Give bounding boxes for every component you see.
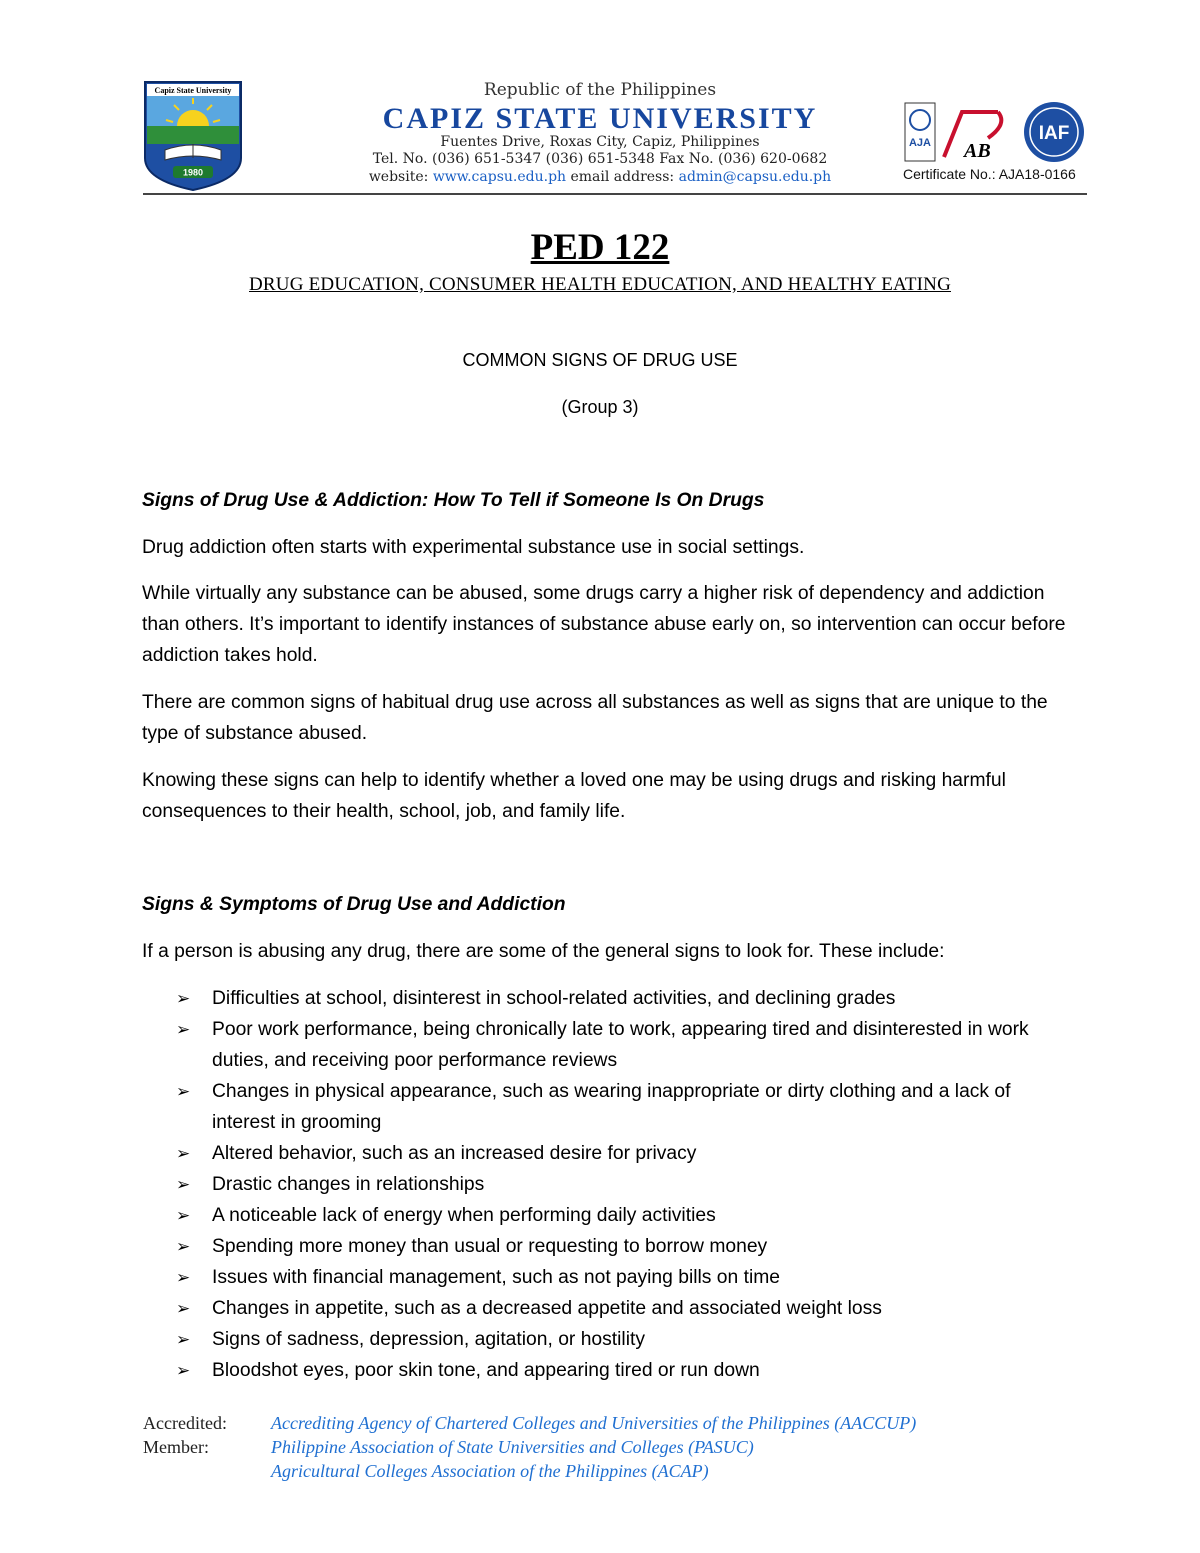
arrow-bullet-icon: ➢	[176, 1082, 191, 1101]
member-value: Philippine Association of State Universities and Colleges (PASUC)	[271, 1437, 754, 1457]
list-item	[176, 1355, 1056, 1386]
arrow-bullet-icon: ➢	[176, 1299, 191, 1318]
list-item	[176, 1138, 1056, 1169]
arrow-bullet-icon: ➢	[176, 1175, 191, 1194]
university-name: CAPIZ STATE UNIVERSITY	[382, 102, 818, 135]
paragraph: There are common signs of habitual drug use across all substances as well as signs that are unique to the type of substance abused.	[142, 692, 1048, 744]
email-link[interactable]: admin@capsu.edu.ph	[678, 169, 832, 185]
signs-bullet-list	[176, 983, 1056, 1386]
list-item	[176, 1293, 1056, 1324]
list-item	[176, 1200, 1056, 1231]
certification-logos	[904, 102, 1088, 164]
header-divider	[143, 193, 1087, 195]
aja-text: AJA	[908, 137, 932, 149]
arrow-bullet-icon: ➢	[176, 1144, 191, 1163]
section-heading-signs-and-symptoms: Signs & Symptoms of Drug Use and Addiction	[142, 894, 566, 915]
website-label: website:	[368, 169, 433, 185]
logo-text-top: Capiz State University	[154, 86, 232, 95]
list-item-text: Difficulties at school, disinterest in school-related activities, and declining grades	[212, 988, 896, 1009]
arrow-bullet-icon: ➢	[176, 1020, 191, 1039]
bullets-intro: If a person is abusing any drug, there are some of the general signs to look for. These include:	[142, 941, 945, 962]
arrow-bullet-icon: ➢	[176, 1268, 191, 1287]
accredited-label: Accredited:	[143, 1413, 227, 1433]
website-link[interactable]: www.capsu.edu.ph	[432, 169, 567, 185]
list-item-text: Drastic changes in relationships	[212, 1174, 485, 1195]
member-label: Member:	[143, 1437, 209, 1457]
section-heading-signs-of-drug-use: Signs of Drug Use & Addiction: How To Tell if Someone Is On Drugs	[142, 490, 765, 511]
list-item	[176, 1324, 1056, 1355]
university-address: Fuentes Drive, Roxas City, Capiz, Philippines	[440, 134, 760, 150]
list-item	[176, 1231, 1056, 1262]
list-item	[176, 1262, 1056, 1293]
iaf-text: IAF	[1038, 123, 1070, 144]
paragraph: Knowing these signs can help to identify whether a loved one may be using drugs and risking harmful consequences to their health, school, job, and family life.	[142, 770, 1006, 822]
university-phone: Tel. No. (036) 651-5347 (036) 651-5348 Fax No. (036) 620-0682	[372, 151, 828, 167]
list-item-text: Signs of sadness, depression, agitation, or hostility	[212, 1329, 645, 1350]
course-code: PED 122	[530, 227, 670, 268]
list-item	[176, 1076, 1056, 1138]
arrow-bullet-icon: ➢	[176, 1206, 191, 1225]
list-item-text: Spending more money than usual or requesting to borrow money	[212, 1236, 768, 1257]
aja-logo	[905, 103, 935, 161]
list-item	[176, 1169, 1056, 1200]
email-label: email address:	[566, 169, 679, 185]
topic-title: COMMON SIGNS OF DRUG USE	[462, 350, 738, 370]
list-item-text: A noticeable lack of energy when performing daily activities	[212, 1205, 716, 1226]
list-item-text: Changes in physical appearance, such as wearing inappropriate or dirty clothing and a lack of interest in grooming	[212, 1081, 1011, 1133]
arrow-bullet-icon: ➢	[176, 1237, 191, 1256]
list-item	[176, 1014, 1056, 1076]
accredited-value: Accrediting Agency of Chartered Colleges and Universities of the Philippines (AACCUP)	[271, 1413, 917, 1433]
website-email-line	[300, 169, 900, 185]
list-item-text: Bloodshot eyes, poor skin tone, and appearing tired or run down	[212, 1360, 760, 1381]
certificate-number: Certificate No.: AJA18-0166	[903, 166, 1076, 182]
list-item-text: Altered behavior, such as an increased desire for privacy	[212, 1143, 697, 1164]
arrow-bullet-icon: ➢	[176, 989, 191, 1008]
group-label: (Group 3)	[561, 397, 639, 417]
arrow-bullet-icon: ➢	[176, 1330, 191, 1349]
course-title: DRUG EDUCATION, CONSUMER HEALTH EDUCATION, AND HEALTHY EATING	[249, 274, 951, 295]
list-item-text: Changes in appetite, such as a decreased appetite and associated weight loss	[212, 1298, 882, 1319]
list-item-text: Poor work performance, being chronically late to work, appearing tired and disinterested in work duties, and receiving poor performance reviews	[212, 1019, 1029, 1071]
jab-text: AB	[964, 140, 991, 162]
paragraph: Drug addiction often starts with experimental substance use in social settings.	[142, 537, 805, 558]
list-item-text: Issues with financial management, such as not paying bills on time	[212, 1267, 781, 1288]
jab-logo	[944, 112, 1001, 162]
republic-line: Republic of the Philippines	[483, 80, 717, 100]
iaf-logo	[1024, 102, 1084, 162]
arrow-bullet-icon: ➢	[176, 1361, 191, 1380]
university-logo	[143, 80, 243, 192]
logo-year: 1980	[182, 167, 204, 178]
list-item	[176, 983, 1056, 1014]
paragraph: While virtually any substance can be abused, some drugs carry a higher risk of dependency and addiction than others. It’s important to identify instances of substance abuse early on, so intervention can occur before addiction takes hold.	[142, 583, 1066, 666]
member-value: Agricultural Colleges Association of the Philippines (ACAP)	[271, 1461, 709, 1481]
